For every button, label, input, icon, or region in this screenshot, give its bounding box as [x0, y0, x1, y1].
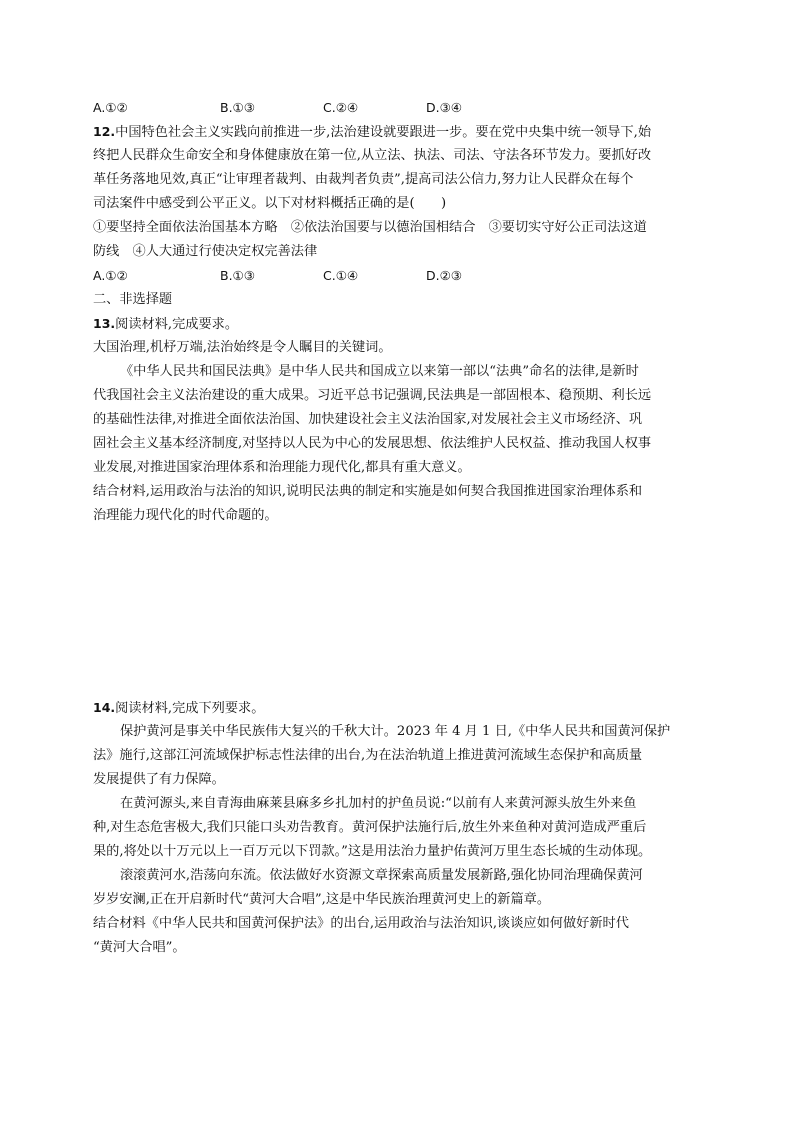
q13-line-4: 的基础性法律,对推进全面依法治国、加快建设社会主义法治国家,对发展社会主义市场经济、巩	[93, 412, 643, 427]
q14-line-6: 果的,将处以十万元以上一百万元以下罚款。”这是用法治力量护佑黄河万里生态长城的生动体现。	[93, 844, 652, 859]
q14-line-7: 滚滚黄河水,浩荡向东流。依法做好水资源文章探索高质量发展新路,强化协同治理确保黄河	[120, 868, 643, 883]
q11-option-a[interactable]: A.①②	[93, 100, 128, 115]
q13-line-6: 业发展,对推进国家治理体系和治理能力现代化,都具有重大意义。	[93, 460, 471, 475]
q13-stem: 13.阅读材料,完成要求。	[93, 316, 239, 332]
q14-line-1: 保护黄河是事关中华民族伟大复兴的千秋大计。2023 年 4 月 1 日,《中华人民共和国黄河保护	[120, 724, 671, 739]
q12-option-a[interactable]: A.①②	[93, 268, 128, 283]
q12-line-4: 司法案件中感受到公平正义。以下对材料概括正确的是( )	[93, 196, 447, 211]
q14-number: 14.	[93, 700, 116, 715]
q12-number: 12.	[93, 124, 116, 139]
q13-line-2: 《中华人民共和国民法典》是中华人民共和国成立以来第一部以“法典”命名的法律,是新时	[120, 364, 639, 379]
q14-line-3: 发展提供了有力保障。	[93, 772, 225, 787]
q12-options	[93, 264, 693, 288]
q12-line-3: 革任务落地见效,真正“让审理者裁判、由裁判者负责”,提高司法公信力,努力让人民群众在每个	[93, 172, 634, 187]
q12-option-d[interactable]: D.②③	[426, 268, 463, 283]
q13-line-5: 固社会主义基本经济制度,对坚持以人民为中心的发展思想、依法维护人民权益、推动我国人权事	[93, 436, 652, 451]
q12-choices-line-1: ①要坚持全面依法治国基本方略 ②依法治国要与以德治国相结合 ③要切实守好公正司法这道	[93, 220, 647, 235]
q12-line-1: 12.中国特色社会主义实践向前推进一步,法治建设就要跟进一步。要在党中央集中统一领导下,始	[93, 124, 652, 140]
q12-line-2: 终把人民群众生命安全和身体健康放在第一位,从立法、执法、司法、守法各环节发力。要抓好改	[93, 148, 652, 163]
q11-option-b[interactable]: B.①③	[220, 100, 255, 115]
q11-option-d[interactable]: D.③④	[426, 100, 463, 115]
q13-task-line-1: 结合材料,运用政治与法治的知识,说明民法典的制定和实施是如何契合我国推进国家治理体系和	[93, 484, 643, 499]
section-title: 二、非选择题	[93, 292, 173, 307]
q13-line-1: 大国治理,机杼万端,法治始终是令人瞩目的关键词。	[93, 340, 392, 355]
q13-number: 13.	[93, 316, 116, 331]
q14-task-line-1: 结合材料《中华人民共和国黄河保护法》的出台,运用政治与法治知识,谈谈应如何做好新时代	[93, 916, 629, 931]
q12-choices-line-2: 防线 ④人大通过行使决定权完善法律	[93, 244, 318, 259]
q14-line-4: 在黄河源头,来自青海曲麻莱县麻多乡扎加村的护鱼员说:“以前有人来黄河源头放生外来鱼	[120, 796, 637, 811]
q14-line-8: 岁岁安澜,正在开启新时代“黄河大合唱”,这是中华民族治理黄河史上的新篇章。	[93, 892, 551, 907]
q12-option-b[interactable]: B.①③	[220, 268, 255, 283]
q14-line-2: 法》施行,这部江河流域保护标志性法律的出台,为在法治轨道上推进黄河流域生态保护和高质量	[93, 748, 643, 763]
q14-stem: 14.阅读材料,完成下列要求。	[93, 700, 265, 716]
q14-line-5: 种,对生态危害极大,我们只能口头劝告教育。黄河保护法施行后,放生外来鱼种对黄河造成严重后	[93, 820, 647, 835]
q11-options	[93, 96, 693, 120]
q13-task-line-2: 治理能力现代化的时代命题的。	[93, 508, 278, 523]
q13-line-3: 代我国社会主义法治建设的重大成果。习近平总书记强调,民法典是一部固根本、稳预期、利长远	[93, 388, 652, 403]
q14-task-line-2: “黄河大合唱”。	[93, 940, 186, 955]
q11-option-c[interactable]: C.②④	[323, 100, 359, 115]
q12-option-c[interactable]: C.①④	[323, 268, 359, 283]
